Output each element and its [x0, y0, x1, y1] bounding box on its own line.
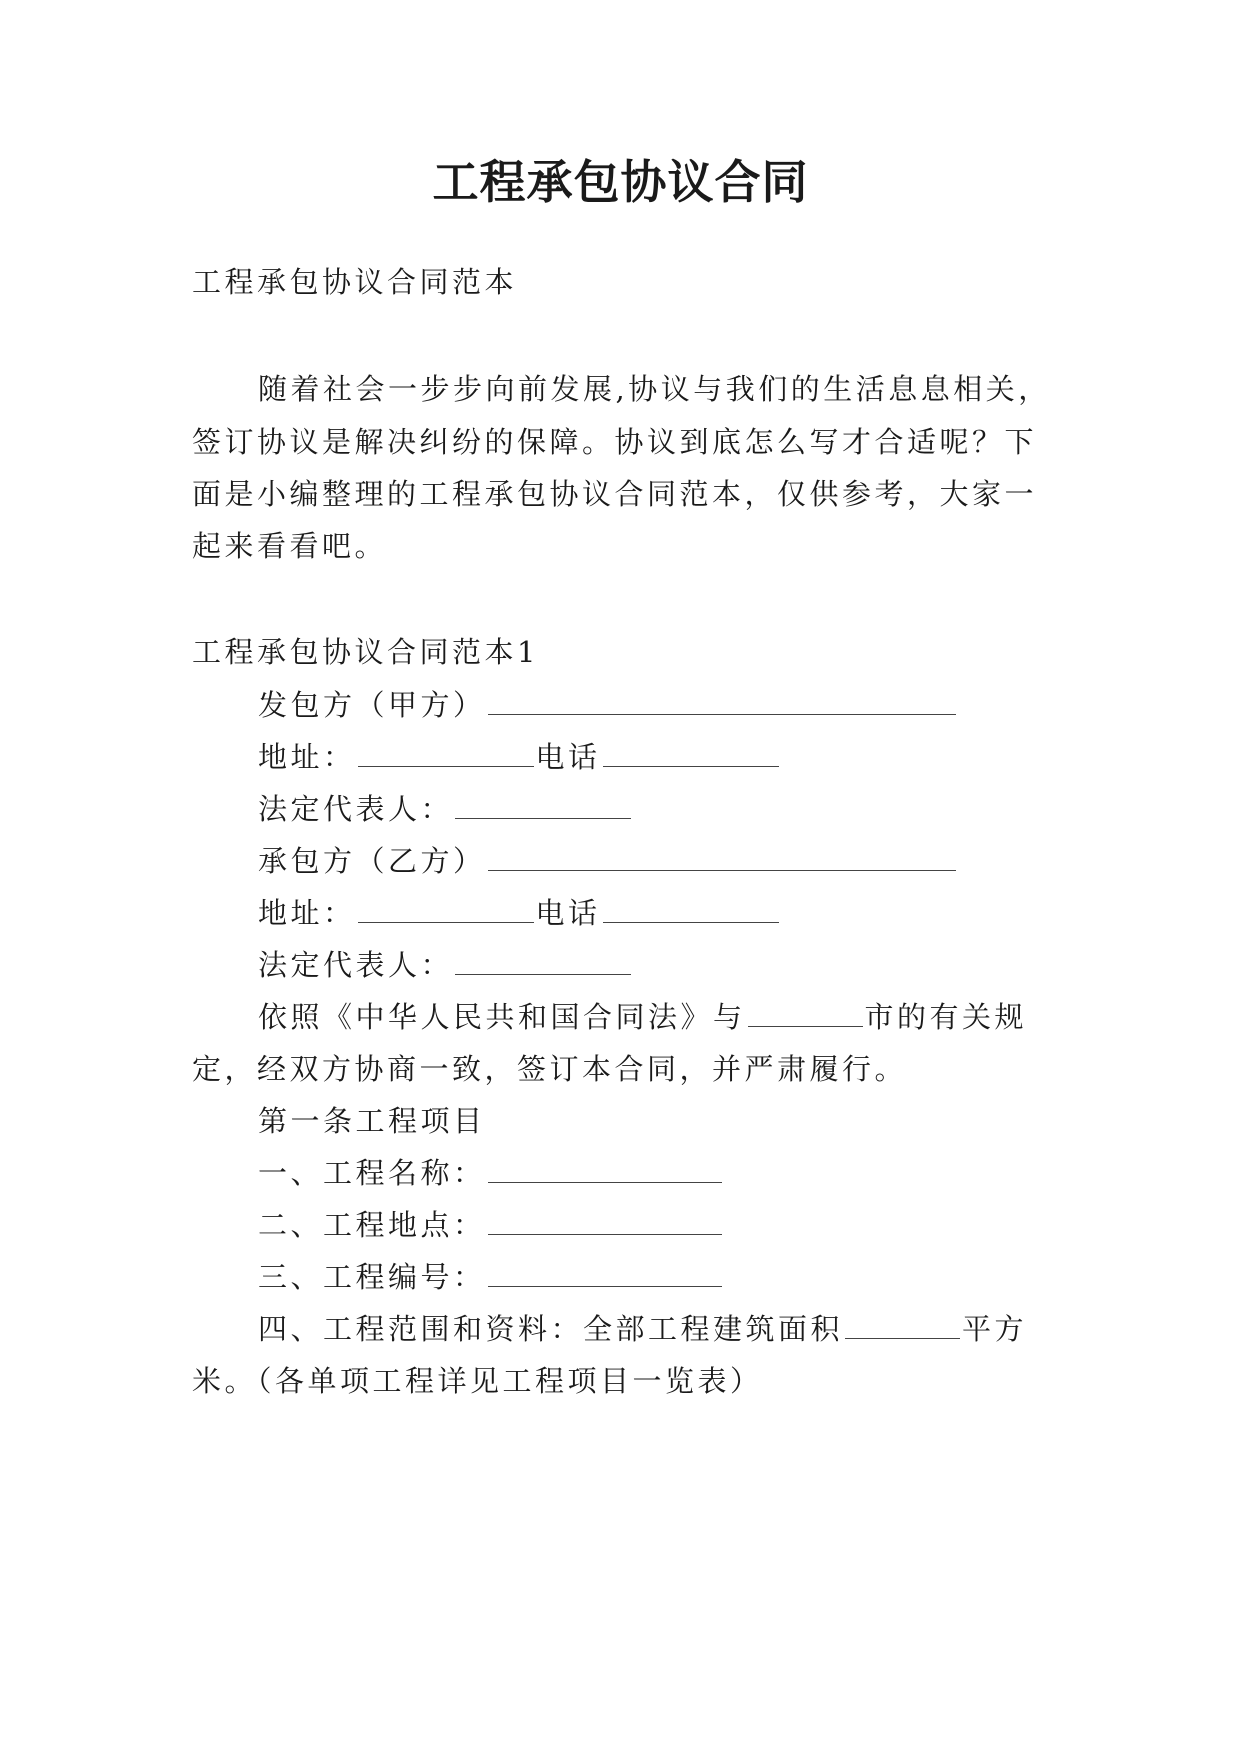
intro-line-1: 随着社会一步步向前发展,协议与我们的生活息息相关，	[258, 372, 1051, 406]
city-field[interactable]	[748, 1000, 863, 1027]
project-location-field[interactable]	[488, 1208, 722, 1235]
party-a-address-label: 地址：	[258, 740, 356, 774]
project-scope-line-2: 米。（各单项工程详见工程项目一览表）	[192, 1364, 763, 1398]
party-b-label: 承包方（乙方）	[258, 844, 486, 878]
party-b-address-row	[258, 893, 1060, 933]
party-b-phone-field[interactable]	[603, 896, 779, 923]
intro-line-4: 起来看看吧。	[192, 529, 388, 563]
basis-line-1	[258, 997, 1060, 1037]
project-scope-row	[258, 1309, 1060, 1349]
party-b-name-field[interactable]	[488, 844, 956, 871]
subtitle: 工程承包协议合同范本	[192, 265, 518, 299]
party-a-rep-label: 法定代表人：	[258, 792, 454, 826]
party-a-row	[258, 685, 1060, 725]
project-location-row	[258, 1205, 1060, 1245]
project-name-field[interactable]	[488, 1156, 722, 1183]
document-title: 工程承包协议合同	[432, 155, 809, 209]
project-number-field[interactable]	[488, 1260, 722, 1287]
party-b-address-field[interactable]	[358, 896, 534, 923]
party-b-row	[258, 841, 1060, 881]
project-number-row	[258, 1257, 1060, 1297]
intro-line-2: 签订协议是解决纠纷的保障。协议到底怎么写才合适呢？下	[192, 425, 1038, 459]
project-name-label: 一、工程名称：	[258, 1156, 486, 1190]
party-a-rep-field[interactable]	[455, 792, 631, 819]
project-location-label: 二、工程地点：	[258, 1208, 486, 1242]
party-a-rep-row	[258, 789, 1060, 829]
intro-line-3: 面是小编整理的工程承包协议合同范本，仅供参考，大家一	[192, 477, 1038, 511]
project-name-row	[258, 1153, 1060, 1193]
party-a-address-field[interactable]	[358, 740, 534, 767]
project-scope-prefix: 四、工程范围和资料：全部工程建筑面积	[258, 1312, 844, 1346]
project-scope-suffix: 平方	[962, 1312, 1028, 1346]
article-1-heading: 第一条工程项目	[258, 1104, 486, 1138]
party-b-rep-row	[258, 945, 1060, 985]
party-a-label: 发包方（甲方）	[258, 688, 486, 722]
building-area-field[interactable]	[845, 1312, 960, 1339]
party-a-name-field[interactable]	[488, 688, 956, 715]
section-title: 工程承包协议合同范本1	[192, 635, 539, 669]
party-b-address-label: 地址：	[258, 896, 356, 930]
party-a-phone-field[interactable]	[603, 740, 779, 767]
basis-prefix: 依照《中华人民共和国合同法》与	[258, 1000, 746, 1034]
party-b-rep-label: 法定代表人：	[258, 948, 454, 982]
project-number-label: 三、工程编号：	[258, 1260, 486, 1294]
basis-suffix: 市的有关规	[864, 1000, 1028, 1034]
party-a-phone-label: 电话	[535, 740, 601, 774]
party-b-rep-field[interactable]	[455, 948, 631, 975]
basis-line-2: 定，经双方协商一致，签订本合同，并严肃履行。	[192, 1052, 908, 1086]
party-a-address-row	[258, 737, 1060, 777]
party-b-phone-label: 电话	[535, 896, 601, 930]
